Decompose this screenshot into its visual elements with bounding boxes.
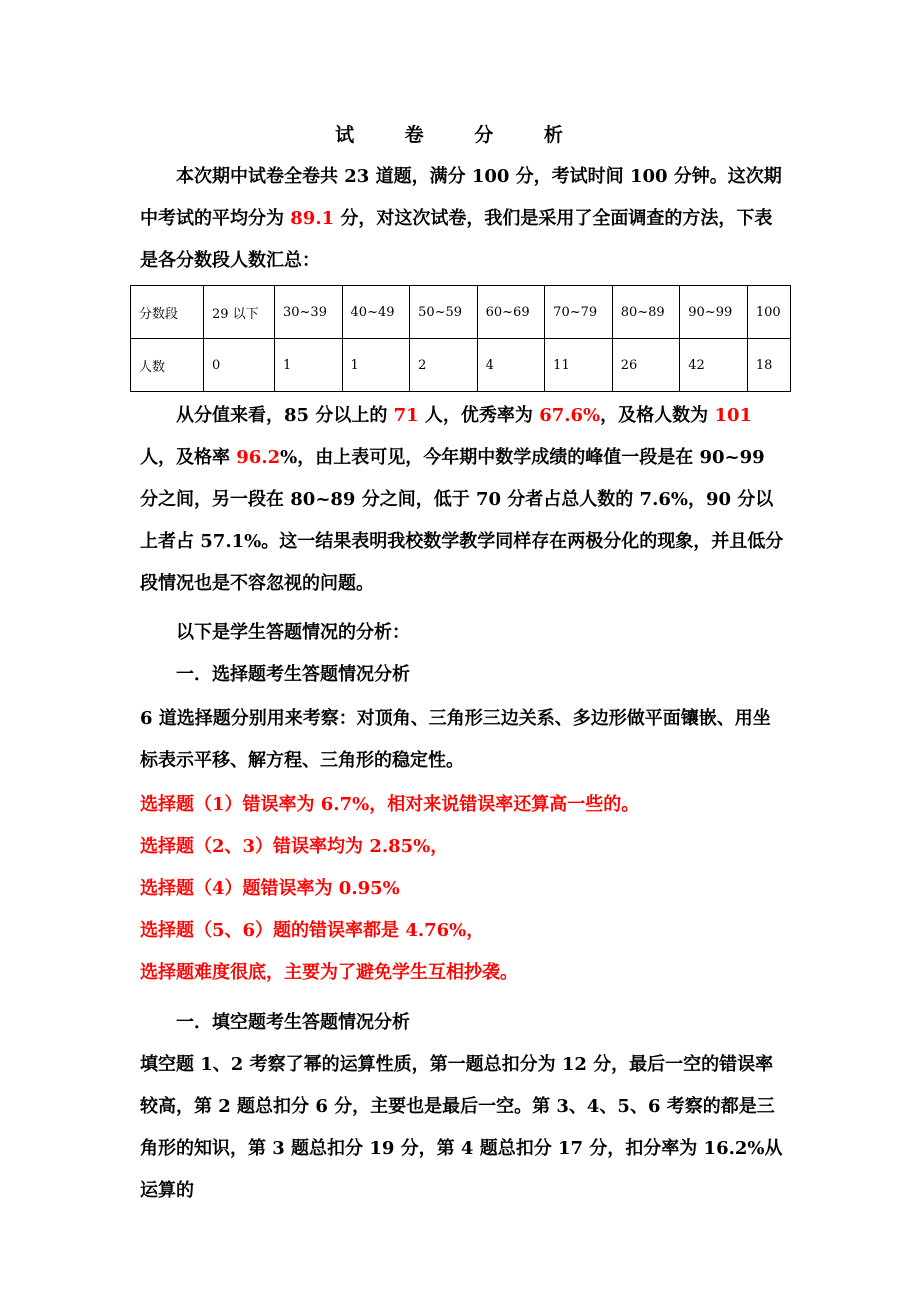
table-cell: 0 [204, 339, 275, 392]
table-cell: 26 [612, 339, 680, 392]
section1-description: 6 道选择题分别用来考察：对顶角、三角形三边关系、多边形做平面镶嵌、用坐标表示平移、解方程、三角形的稳定性。 [140, 708, 771, 771]
excellent-rate: 67.6% [539, 405, 601, 426]
table-cell: 100 [747, 286, 790, 339]
table-cell: 1 [342, 339, 410, 392]
section1-findings [140, 784, 785, 994]
pass-rate: 96.2 [236, 447, 281, 468]
table-cell: 90~99 [680, 286, 748, 339]
finding-line: 选择题难度很底，主要为了避免学生互相抄袭。 [140, 962, 518, 983]
table-cell: 4 [477, 339, 545, 392]
section2-heading: 一．填空题考生答题情况分析 [176, 1012, 410, 1033]
finding-line: 选择题（4）题错误率为 0.95% [140, 878, 400, 899]
table-cell: 29 以下 [204, 286, 275, 339]
table-row [131, 286, 791, 339]
table-cell: 11 [545, 339, 613, 392]
section2-description: 填空题 1、2 考察了幂的运算性质，第一题总扣分为 12 分，最后一空的错误率较高，第 2 题总扣分 6 分，主要也是最后一空。第 3、4、5、6 考察的都是三角形的知识，第 3 题总扣分 19 分，第 4 题总扣分 17 分，扣分率为 16.2%从运算的 [140, 1054, 783, 1201]
table-cell: 70~79 [545, 286, 613, 339]
finding-line: 选择题（1）错误率为 6.7%，相对来说错误率还算高一些的。 [140, 794, 640, 815]
table-cell: 30~39 [274, 286, 342, 339]
analysis-intro: 以下是学生答题情况的分析： [176, 622, 410, 643]
count-above-85: 71 [393, 405, 419, 426]
finding-line: 选择题（5、6）题的错误率都是 4.76%， [140, 920, 485, 941]
pass-count: 101 [714, 405, 753, 426]
stats-paragraph: 从分值来看，85 分以上的 71 人，优秀率为 67.6%，及格人数为 101 人，及格率 96.2%，由上表可见，今年期中数学成绩的峰值一段是在 90~99 分之间，另一段在 80~89 分之间，低于 70 分者占总人数的 7.6%，90 分以上者占 57.1%。这一结果表明我校数学教学同样存在两极分化的现象，并且低分段情况也是不容忽视的问题。 [140, 405, 784, 594]
finding-line: 选择题（2、3）错误率均为 2.85%， [140, 836, 449, 857]
score-distribution-table [130, 285, 791, 392]
table-cell: 42 [680, 339, 748, 392]
average-score: 89.1 [290, 208, 335, 229]
section1-heading: 一．选择题考生答题情况分析 [176, 664, 410, 685]
row-header-count: 人数 [131, 339, 204, 392]
table-cell: 60~69 [477, 286, 545, 339]
table-cell: 40~49 [342, 286, 410, 339]
table-cell: 1 [274, 339, 342, 392]
table-row [131, 339, 791, 392]
intro-paragraph: 本次期中试卷全卷共 23 道题，满分 100 分，考试时间 100 分钟。这次期中考试的平均分为 89.1 分，对这次试卷，我们是采用了全面调查的方法，下表是各分数段人数汇总： [140, 166, 782, 271]
table-cell: 80~89 [612, 286, 680, 339]
row-header-range: 分数段 [131, 286, 204, 339]
table-cell: 50~59 [410, 286, 478, 339]
table-cell: 18 [747, 339, 790, 392]
table-cell: 2 [410, 339, 478, 392]
page-title: 试 卷 分 析 [335, 124, 585, 146]
